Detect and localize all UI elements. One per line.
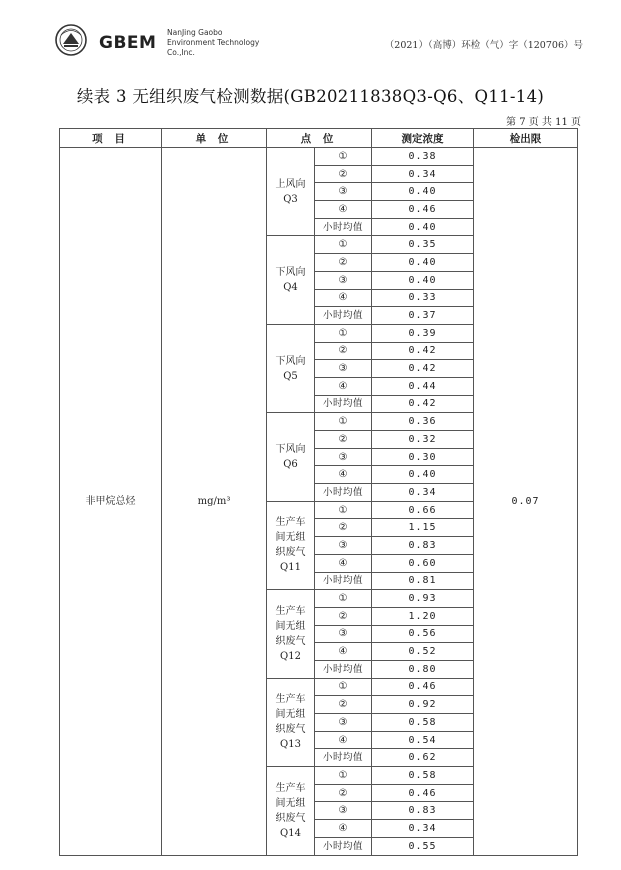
concentration-value: 0.30	[372, 448, 474, 466]
point-code: Q14	[280, 827, 301, 839]
concentration-value: 0.83	[372, 537, 474, 555]
table-header-row	[60, 129, 578, 148]
header-item: 项 目	[60, 129, 162, 148]
header-unit: 单 位	[162, 129, 267, 148]
unit: mg/m³	[162, 148, 267, 856]
concentration-value: 0.46	[372, 784, 474, 802]
sample-index: ④	[315, 289, 372, 307]
sample-index: ②	[315, 342, 372, 360]
header-point: 点 位	[267, 129, 372, 148]
concentration-value: 0.56	[372, 625, 474, 643]
sampling-point	[267, 148, 315, 236]
sample-index: ③	[315, 183, 372, 201]
sampling-point	[267, 236, 315, 324]
sample-index: ③	[315, 802, 372, 820]
page-number: 第 7 页 共 11 页	[506, 117, 581, 128]
hourly-average-label: 小时均值	[315, 218, 372, 236]
sample-index: ④	[315, 731, 372, 749]
hourly-average-value: 0.40	[372, 218, 474, 236]
point-name: 下风向	[275, 444, 306, 456]
point-name: 生产车 间无组 织废气	[275, 782, 306, 824]
point-name: 下风向	[275, 355, 306, 367]
sampling-point	[267, 413, 315, 501]
concentration-value: 1.15	[372, 519, 474, 537]
sample-index: ④	[315, 466, 372, 484]
concentration-value: 0.52	[372, 643, 474, 661]
company-name	[167, 28, 259, 58]
concentration-value: 0.40	[372, 466, 474, 484]
concentration-value: 0.40	[372, 183, 474, 201]
point-name: 生产车 间无组 织废气	[275, 517, 306, 559]
sample-index: ①	[315, 501, 372, 519]
hourly-average-label: 小时均值	[315, 749, 372, 767]
concentration-value: 1.20	[372, 607, 474, 625]
concentration-value: 0.35	[372, 236, 474, 254]
point-name: 上风向	[275, 178, 306, 190]
sample-index: ①	[315, 236, 372, 254]
sample-index: ①	[315, 148, 372, 166]
hourly-average-value: 0.81	[372, 572, 474, 590]
point-code: Q6	[283, 459, 298, 471]
sample-index: ①	[315, 678, 372, 696]
hourly-average-label: 小时均值	[315, 572, 372, 590]
point-name: 下风向	[275, 267, 306, 279]
sample-index: ②	[315, 165, 372, 183]
point-code: Q5	[283, 370, 298, 382]
sampling-point	[267, 678, 315, 766]
company-line: Co.,Inc.	[167, 48, 195, 57]
concentration-value: 0.60	[372, 554, 474, 572]
sample-index: ②	[315, 784, 372, 802]
concentration-value: 0.36	[372, 413, 474, 431]
detection-limit: 0.07	[474, 148, 578, 856]
sample-index: ④	[315, 820, 372, 838]
hourly-average-value: 0.34	[372, 484, 474, 502]
concentration-value: 0.54	[372, 731, 474, 749]
sample-index: ①	[315, 413, 372, 431]
hourly-average-label: 小时均值	[315, 484, 372, 502]
sample-index: ①	[315, 590, 372, 608]
header-detection-limit: 检出限	[474, 129, 578, 148]
concentration-value: 0.83	[372, 802, 474, 820]
sample-index: ④	[315, 643, 372, 661]
concentration-value: 0.46	[372, 201, 474, 219]
sampling-point	[267, 767, 315, 855]
company-line: Environment Technology	[167, 38, 260, 47]
sample-index: ③	[315, 360, 372, 378]
sample-index: ③	[315, 537, 372, 555]
company-logo-icon	[55, 24, 87, 56]
hourly-average-value: 0.55	[372, 837, 474, 855]
sample-index: ④	[315, 554, 372, 572]
concentration-value: 0.42	[372, 360, 474, 378]
sampling-point	[267, 590, 315, 678]
sample-index: ②	[315, 431, 372, 449]
point-code: Q12	[280, 650, 301, 662]
concentration-value: 0.40	[372, 254, 474, 272]
emission-data-table	[59, 128, 578, 856]
hourly-average-label: 小时均值	[315, 395, 372, 413]
point-code: Q13	[280, 739, 301, 751]
sampling-point	[267, 501, 315, 589]
concentration-value: 0.34	[372, 820, 474, 838]
sampling-point	[267, 324, 315, 412]
hourly-average-value: 0.37	[372, 307, 474, 325]
point-name: 生产车 间无组 织废气	[275, 605, 306, 647]
sample-index: ②	[315, 607, 372, 625]
concentration-value: 0.92	[372, 696, 474, 714]
sample-index: ②	[315, 696, 372, 714]
concentration-value: 0.93	[372, 590, 474, 608]
table-row	[60, 148, 578, 166]
sample-index: ④	[315, 377, 372, 395]
sample-index: ④	[315, 201, 372, 219]
sample-index: ②	[315, 254, 372, 272]
concentration-value: 0.38	[372, 148, 474, 166]
hourly-average-value: 0.62	[372, 749, 474, 767]
concentration-value: 0.34	[372, 165, 474, 183]
concentration-value: 0.58	[372, 714, 474, 732]
item-name: 非甲烷总烃	[60, 148, 162, 856]
concentration-value: 0.40	[372, 271, 474, 289]
page-title: 续表 3 无组织废气检测数据(GB20211838Q3-Q6、Q11-14)	[76, 87, 545, 106]
sample-index: ③	[315, 714, 372, 732]
point-code: Q3	[283, 193, 298, 205]
concentration-value: 0.66	[372, 501, 474, 519]
point-code: Q11	[280, 562, 301, 574]
concentration-value: 0.46	[372, 678, 474, 696]
sample-index: ②	[315, 519, 372, 537]
logo-text: GBEM	[99, 33, 157, 53]
concentration-value: 0.44	[372, 377, 474, 395]
sample-index: ③	[315, 448, 372, 466]
sample-index: ③	[315, 625, 372, 643]
report-header	[0, 0, 621, 70]
hourly-average-value: 0.80	[372, 660, 474, 678]
point-code: Q4	[283, 282, 298, 294]
concentration-value: 0.39	[372, 324, 474, 342]
sample-index: ①	[315, 324, 372, 342]
concentration-value: 0.33	[372, 289, 474, 307]
sample-index: ③	[315, 271, 372, 289]
hourly-average-label: 小时均值	[315, 307, 372, 325]
hourly-average-label: 小时均值	[315, 660, 372, 678]
hourly-average-label: 小时均值	[315, 837, 372, 855]
hourly-average-value: 0.42	[372, 395, 474, 413]
document-number: （2021）（高博）环检（气）字（120706）号	[384, 40, 583, 51]
header-concentration: 测定浓度	[372, 129, 474, 148]
point-name: 生产车 间无组 织废气	[275, 694, 306, 736]
concentration-value: 0.42	[372, 342, 474, 360]
sample-index: ①	[315, 767, 372, 785]
concentration-value: 0.58	[372, 767, 474, 785]
company-line: NanJing Gaobo	[167, 28, 223, 37]
concentration-value: 0.32	[372, 431, 474, 449]
